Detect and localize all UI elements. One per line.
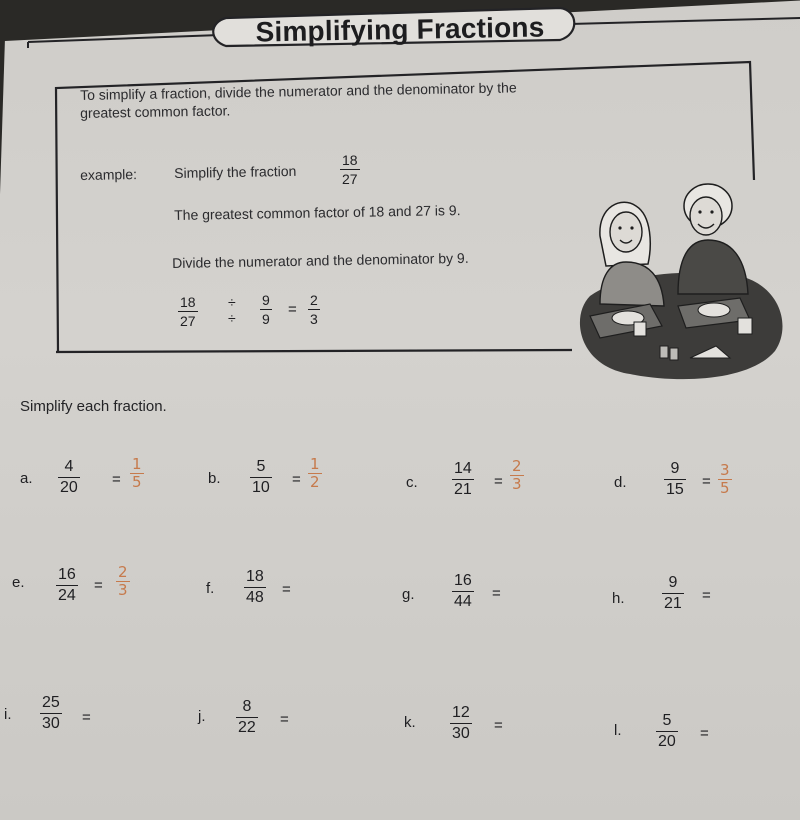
problem-fraction (664, 460, 686, 499)
problem-label: b. (208, 470, 221, 487)
fraction-denominator: 30 (452, 725, 470, 743)
work-fraction-1 (178, 294, 198, 329)
fraction-denominator: 44 (454, 593, 472, 611)
problem-fraction (452, 572, 474, 611)
divide-text: Divide the numerator and the denominator by 9. (172, 249, 469, 271)
gcf-text: The greatest common factor of 18 and 27 is 9. (174, 202, 461, 223)
problem-fraction (452, 460, 474, 499)
fraction-numerator: 14 (454, 460, 472, 477)
answer-denominator: 5 (720, 479, 730, 498)
answer-denominator: 5 (132, 473, 142, 492)
work-divide-sign (226, 294, 238, 326)
fraction-numerator: 5 (662, 712, 672, 729)
fraction-numerator: 5 (256, 458, 266, 475)
work-f2-den: 9 (262, 311, 270, 328)
fraction-denominator: 20 (60, 479, 78, 497)
equals-sign: = (280, 711, 289, 728)
problem-fraction (250, 458, 272, 497)
kids-lunch-illustration (570, 176, 795, 386)
equals-sign: = (94, 577, 103, 594)
instruction: Simplify each fraction. (20, 398, 167, 415)
problem-label: e. (12, 574, 25, 591)
fraction-denominator: 10 (252, 479, 270, 497)
equals-sign: = (494, 717, 503, 734)
work-f3-num: 2 (310, 292, 318, 308)
answer-denominator: 3 (118, 581, 128, 600)
fraction-denominator: 20 (658, 733, 676, 751)
problem-label: j. (198, 708, 206, 725)
problem-label: k. (404, 714, 416, 731)
equals-sign: = (82, 709, 91, 726)
example-fraction (340, 152, 360, 187)
problem-label: g. (402, 586, 415, 603)
answer-numerator: 2 (118, 563, 128, 581)
answer-numerator: 2 (512, 457, 522, 475)
work-equals: = (288, 301, 297, 318)
fraction-numerator: 18 (246, 568, 264, 585)
equals-sign: = (282, 581, 291, 598)
fraction-denominator: 22 (238, 719, 256, 737)
handwritten-answer[interactable] (718, 462, 732, 497)
handwritten-answer[interactable] (116, 564, 130, 599)
equals-sign: = (700, 725, 709, 742)
fraction-denominator: 30 (42, 715, 60, 733)
fraction-denominator: 15 (666, 481, 684, 499)
problem-fraction (244, 568, 266, 607)
fraction-numerator: 8 (242, 698, 252, 715)
equals-sign: = (702, 473, 711, 490)
problem-fraction (58, 458, 80, 497)
problem-label: h. (612, 590, 625, 607)
work-f3-den: 3 (310, 311, 318, 328)
fraction-denominator: 21 (454, 481, 472, 499)
intro-line-2: greatest common factor. (80, 102, 231, 121)
answer-denominator: 2 (310, 473, 320, 492)
fraction-numerator: 12 (452, 704, 470, 721)
problem-label: c. (406, 474, 418, 491)
answer-numerator: 1 (310, 455, 320, 473)
fraction-numerator: 16 (58, 566, 76, 583)
work-op-top: ÷ (228, 294, 236, 310)
intro-line-1: To simplify a fraction, divide the numerator and the denominator by the (80, 79, 517, 103)
problem-label: l. (614, 722, 622, 739)
fraction-denominator: 24 (58, 587, 76, 605)
equals-sign: = (702, 587, 711, 604)
equals-sign: = (494, 473, 503, 490)
work-op-bottom: ÷ (228, 310, 236, 326)
example-fraction-den: 27 (342, 171, 358, 188)
problem-fraction (656, 712, 678, 751)
fraction-numerator: 9 (670, 460, 680, 477)
fraction-denominator: 21 (664, 595, 682, 613)
answer-numerator: 3 (720, 461, 730, 479)
equals-sign: = (492, 585, 501, 602)
fraction-numerator: 25 (42, 694, 60, 711)
example-label: example: (80, 166, 138, 183)
problem-fraction (662, 574, 684, 613)
example-text: Simplify the fraction (174, 162, 297, 181)
fraction-numerator: 16 (454, 572, 472, 589)
fraction-numerator: 4 (64, 458, 74, 475)
problem-label: a. (20, 470, 33, 487)
handwritten-answer[interactable] (130, 456, 144, 491)
answer-numerator: 1 (132, 455, 142, 473)
work-f1-num: 18 (180, 294, 196, 310)
equals-sign: = (292, 471, 301, 488)
problem-label: d. (614, 474, 627, 491)
handwritten-answer[interactable] (308, 456, 322, 491)
problem-fraction (450, 704, 472, 743)
answer-denominator: 3 (512, 475, 522, 494)
example-fraction-num: 18 (342, 152, 358, 168)
problem-fraction (56, 566, 78, 605)
problem-fraction (236, 698, 258, 737)
problem-fraction (40, 694, 62, 733)
handwritten-answer[interactable] (510, 458, 524, 493)
problem-label: f. (206, 580, 215, 597)
page-title: Simplifying Fractions (255, 11, 545, 48)
fraction-numerator: 9 (668, 574, 678, 591)
fraction-denominator: 48 (246, 589, 264, 607)
equals-sign: = (112, 471, 121, 488)
work-f2-num: 9 (262, 292, 270, 308)
work-f1-den: 27 (180, 313, 196, 330)
work-fraction-3 (308, 292, 320, 327)
problem-label: i. (4, 706, 12, 723)
work-fraction-2 (260, 292, 272, 327)
